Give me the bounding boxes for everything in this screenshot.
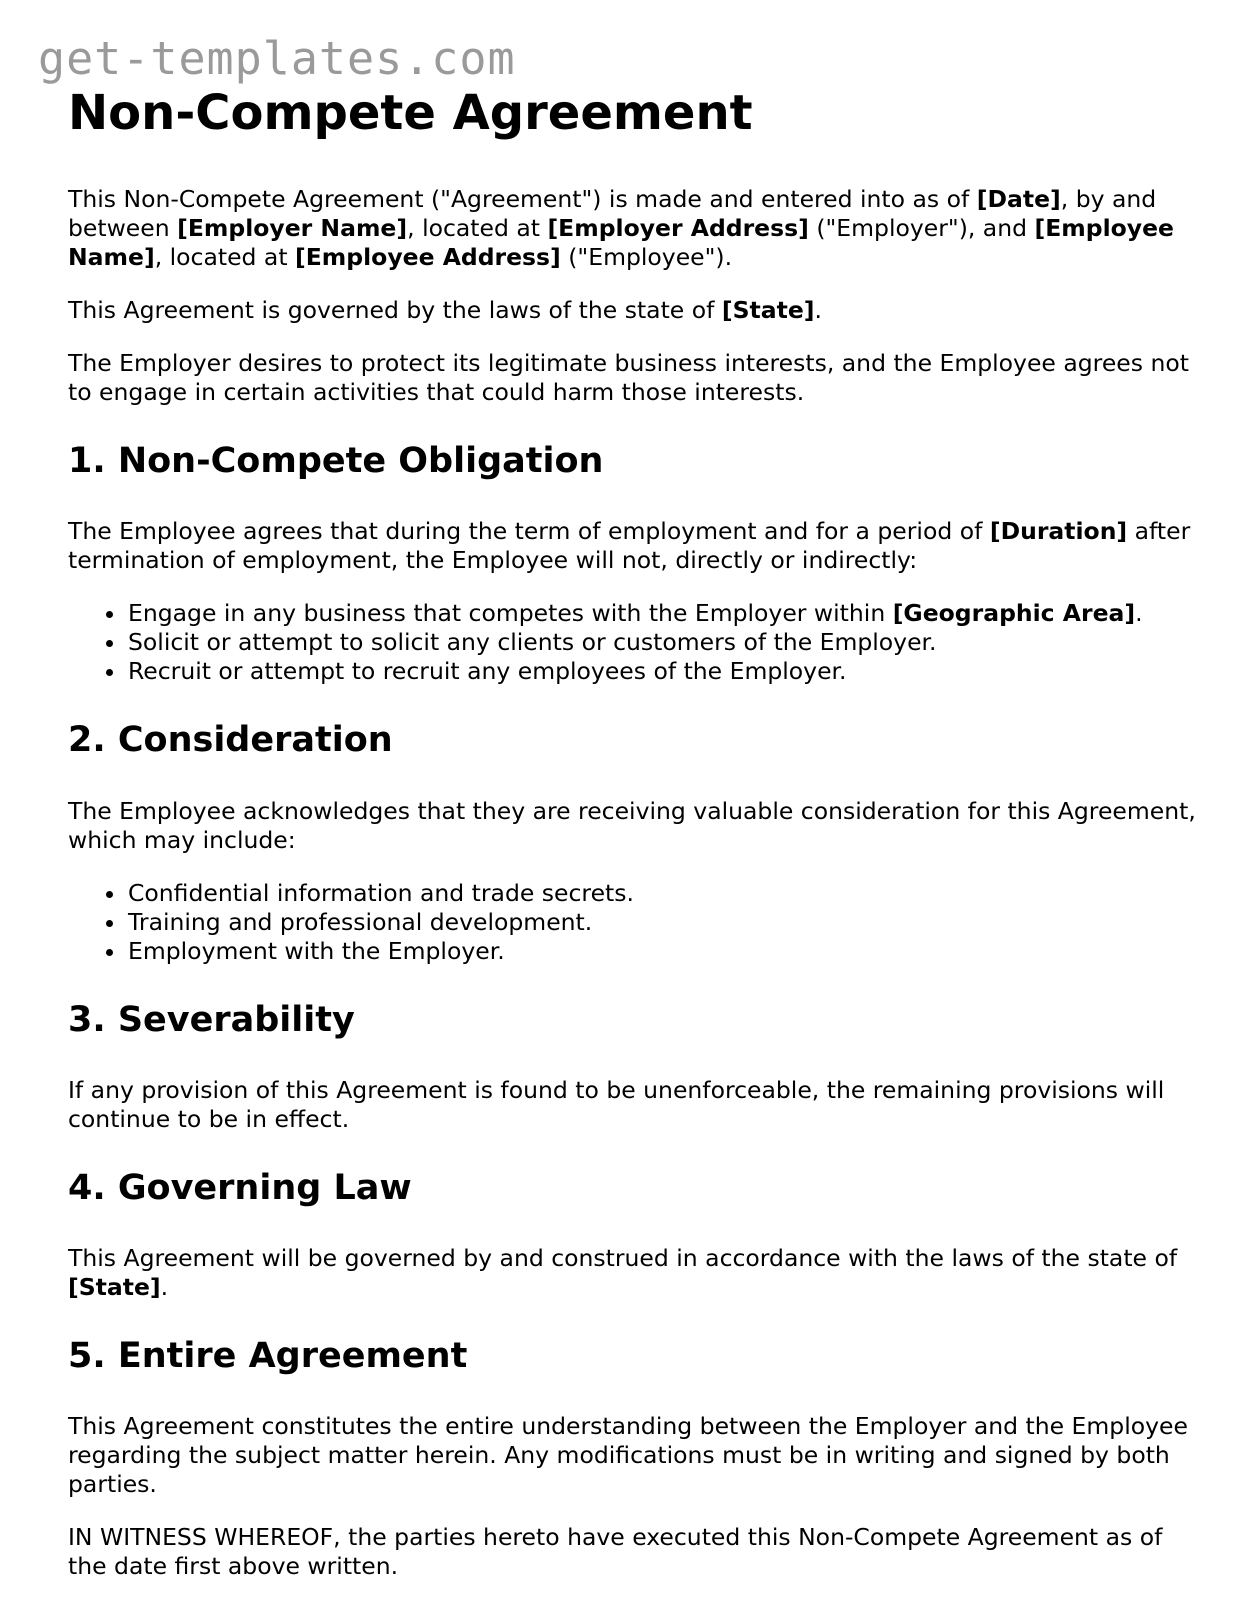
duration-placeholder: [Duration] [989,517,1128,546]
geographic-area-placeholder: [Geographic Area] [892,599,1136,628]
non-compete-list [68,599,1198,686]
section-heading-governing-law: 4. Governing Law [68,1167,412,1208]
state-placeholder: [State] [721,296,815,325]
section-heading-entire-agreement: 5. Entire Agreement [68,1336,468,1377]
list-item: Engage in any business that competes with the Employer within [Geographic Area]. [128,599,1198,628]
section-heading-non-compete: 1. Non-Compete Obligation [68,441,604,482]
document [68,86,1198,1605]
section-paragraph-consideration: The Employee acknowledges that they are receiving valuable consideration for this Agreement, which may include: [68,796,1196,854]
list-item: Solicit or attempt to solicit any clients or customers of the Employer. [128,628,1198,657]
watermark: get-templates.com [38,32,516,85]
date-placeholder: [Date] [976,185,1061,214]
employer-name-placeholder: [Employer Name] [177,214,408,243]
list-item: Confidential information and trade secrets. [128,879,1198,908]
employee-address-placeholder: [Employee Address] [295,243,561,272]
section-heading-consideration: 2. Consideration [68,720,393,761]
employee-name-placeholder: [Employee Name] [68,214,1174,272]
employer-address-placeholder: [Employer Address] [547,214,809,243]
consideration-list [68,879,1198,966]
list-item: Training and professional development. [128,908,1198,937]
state-placeholder: [State] [68,1273,161,1302]
list-item: Employment with the Employer. [128,937,1198,966]
section-paragraph-governing-law: This Agreement will be governed by and construed in accordance with the laws of the state of [State]. [68,1244,1178,1302]
witness-paragraph: IN WITNESS WHEREOF, the parties hereto have executed this Non-Compete Agreement as of the date first above written. [68,1523,1163,1581]
intro-paragraph-purpose: The Employer desires to protect its legitimate business interests, and the Employee agrees not to engage in certain activities that could harm those interests. [68,349,1189,407]
section-paragraph-entire-agreement: This Agreement constitutes the entire understanding between the Employer and the Employee regarding the subject matter herein. Any modifications must be in writing and signed by both parties. [68,1412,1188,1499]
section-paragraph-non-compete: The Employee agrees that during the term of employment and for a period of [Duration] after termination of employment, the Employee will not, directly or indirectly: [68,517,1191,575]
list-item: Recruit or attempt to recruit any employees of the Employer. [128,657,1198,686]
section-paragraph-severability: If any provision of this Agreement is found to be unenforceable, the remaining provisions will continue to be in effect. [68,1075,1165,1133]
section-heading-severability: 3. Severability [68,999,355,1040]
intro-paragraph-governing: This Agreement is governed by the laws of the state of [State]. [68,296,822,325]
document-title: Non-Compete Agreement [68,85,753,141]
intro-paragraph-parties: This Non-Compete Agreement ("Agreement") is made and entered into as of [Date], by and between [Employer Name], located at [Employer Address] ("Employer"), and [Employee Name], located at [Employee Address] ("Employee"). [68,185,1174,272]
